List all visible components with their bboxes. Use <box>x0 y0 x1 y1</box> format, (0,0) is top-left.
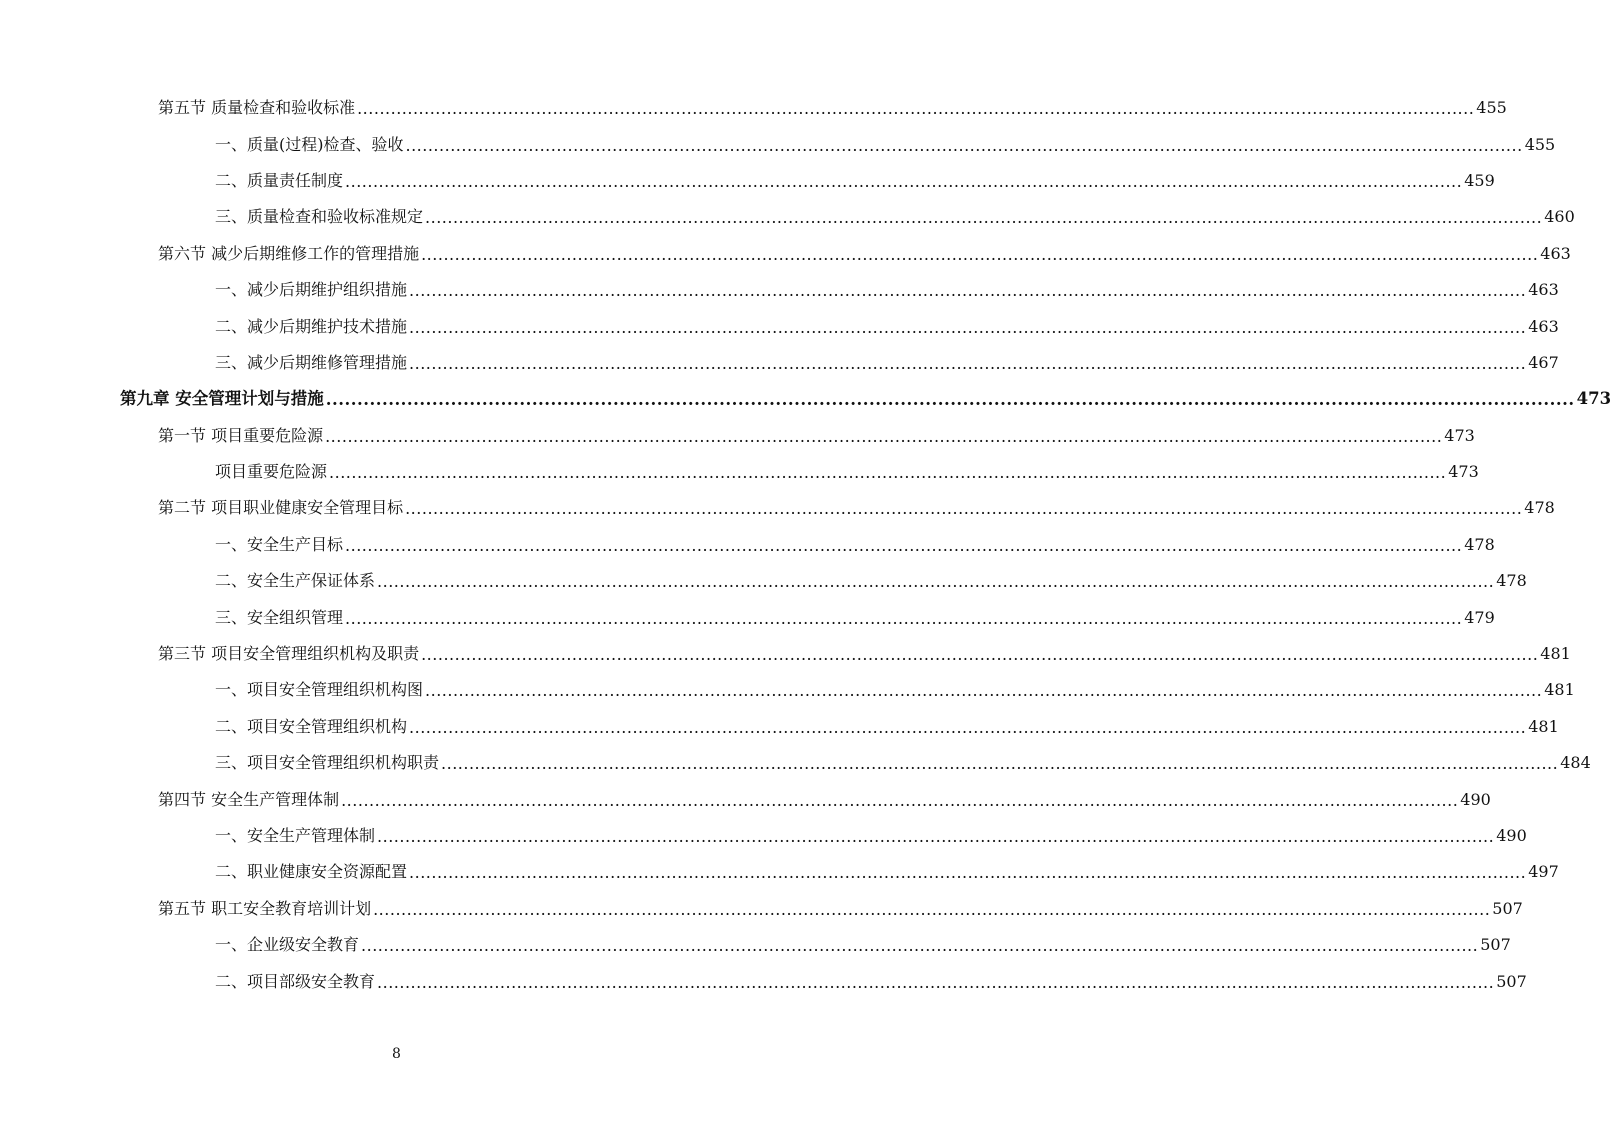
toc-entry-title: 一、质量(过程)检查、验收 <box>215 134 404 154</box>
dot-leader: ........................................................................................................................................................................................................ <box>345 535 1463 555</box>
toc-entry-title: 第一节 项目重要危险源 <box>158 425 324 445</box>
toc-entry-section[interactable] <box>0 90 1507 126</box>
toc-entry-title: 一、安全生产管理体制 <box>215 826 376 845</box>
toc-entry-item[interactable] <box>0 308 1559 344</box>
toc-entry-page: 507 <box>1496 971 1527 991</box>
toc-entry-page: 473 <box>1444 425 1475 445</box>
dot-leader: ........................................................................................................................................................................................................ <box>409 717 1527 737</box>
page-number: 8 <box>392 1046 401 1062</box>
toc-entry-page: 490 <box>1496 826 1527 845</box>
dot-leader: ........................................................................................................................................................................................................ <box>409 317 1527 337</box>
toc-entry-title: 三、质量检查和验收标准规定 <box>215 207 424 227</box>
toc-entry-page: 479 <box>1464 607 1495 627</box>
toc-entry-page: 481 <box>1540 644 1571 664</box>
dot-leader: ........................................................................................................................................................................................................ <box>341 790 1459 810</box>
toc-entry-item[interactable] <box>0 745 1591 781</box>
toc-entry-item[interactable] <box>0 709 1559 745</box>
toc-entry-page: 463 <box>1528 280 1559 300</box>
toc-entry-page: 507 <box>1480 935 1511 955</box>
toc-entry-title: 二、安全生产保证体系 <box>215 571 376 591</box>
dot-leader: ........................................................................................................................................................................................................ <box>325 426 1443 446</box>
toc-entry-item[interactable] <box>0 272 1559 308</box>
toc-entry-page: 484 <box>1560 753 1591 773</box>
toc-entry-item[interactable] <box>0 672 1575 708</box>
toc-entry-title: 第三节 项目安全管理组织机构及职责 <box>158 644 420 664</box>
toc-entry-title: 二、项目安全管理组织机构 <box>215 716 408 736</box>
toc-entry-section[interactable] <box>0 490 1555 526</box>
dot-leader: ........................................................................................................................................................................................................ <box>377 572 1495 592</box>
dot-leader: ........................................................................................................................................................................................................ <box>405 499 1523 519</box>
toc-entry-title: 一、企业级安全教育 <box>215 935 360 955</box>
dot-leader: ........................................................................................................................................................................................................ <box>377 972 1495 992</box>
toc-entry-section[interactable] <box>0 236 1571 272</box>
toc-entry-title: 一、减少后期维护组织措施 <box>215 280 408 300</box>
toc-entry-item[interactable] <box>0 527 1495 563</box>
toc-entry-title: 二、减少后期维护技术措施 <box>215 316 408 336</box>
toc-entry-section[interactable] <box>0 781 1491 817</box>
toc-entry-page: 481 <box>1528 716 1559 736</box>
toc-entry-page: 467 <box>1528 352 1559 372</box>
toc-entry-title: 一、安全生产目标 <box>215 534 344 554</box>
dot-leader: ........................................................................................................................................................................................................ <box>441 754 1559 774</box>
toc-entry-title: 三、减少后期维修管理措施 <box>215 352 408 372</box>
toc-entry-page: 460 <box>1544 207 1575 227</box>
toc-entry-page: 473 <box>1576 389 1611 409</box>
toc-entry-page: 473 <box>1448 462 1479 482</box>
toc-entry-item[interactable] <box>0 563 1527 599</box>
toc-entry-section[interactable] <box>0 418 1475 454</box>
toc-entry-section[interactable] <box>0 891 1523 927</box>
toc-entry-title: 二、职业健康安全资源配置 <box>215 862 408 882</box>
toc-entry-page: 490 <box>1460 789 1491 809</box>
dot-leader: ........................................................................................................................................................................................................ <box>425 681 1543 701</box>
dot-leader: ........................................................................................................................................................................................................ <box>373 899 1491 919</box>
toc-entry-section[interactable] <box>0 636 1571 672</box>
dot-leader: ........................................................................................................................................................................................................ <box>409 863 1527 883</box>
toc-entry-page: 455 <box>1524 134 1556 154</box>
toc-entry-page: 463 <box>1540 243 1571 263</box>
dot-leader: ........................................................................................................................................................................................................ <box>357 99 1475 119</box>
toc-entry-title: 第六节 减少后期维修工作的管理措施 <box>158 243 420 263</box>
toc-entry-page: 478 <box>1496 571 1527 591</box>
dot-leader: ........................................................................................................................................................................................................ <box>409 353 1527 373</box>
toc-entry-page: 459 <box>1464 170 1495 190</box>
toc-entry-page: 497 <box>1528 862 1559 882</box>
toc-entry-page: 463 <box>1528 316 1559 336</box>
toc-entry-page: 478 <box>1524 498 1555 518</box>
toc-entry-item[interactable] <box>0 199 1575 235</box>
dot-leader: ........................................................................................................................................................................................................ <box>421 645 1539 665</box>
toc-entry-title: 二、项目部级安全教育 <box>215 971 376 991</box>
toc-entry-page: 507 <box>1492 898 1523 918</box>
toc-entry-item[interactable] <box>0 345 1559 381</box>
dot-leader: ........................................................................................................................................................................................................ <box>425 208 1543 228</box>
dot-leader: ........................................................................................................................................................................................................ <box>361 936 1479 956</box>
dot-leader: ........................................................................................................................................................................................................ <box>409 281 1527 301</box>
dot-leader: ........................................................................................................................................................................................................ <box>377 827 1495 846</box>
toc-entry-title: 项目重要危险源 <box>215 462 328 482</box>
toc-entry-item[interactable] <box>0 454 1479 490</box>
toc-entry-item[interactable] <box>0 927 1511 963</box>
toc-entry-item[interactable] <box>0 599 1495 635</box>
toc-entry-page: 478 <box>1464 534 1495 554</box>
toc-entry-title: 一、项目安全管理组织机构图 <box>215 680 424 700</box>
dot-leader: ........................................................................................................................................................................................................ <box>329 463 1447 483</box>
toc-entry-page: 481 <box>1544 680 1575 700</box>
toc-entry-title: 第二节 项目职业健康安全管理目标 <box>158 498 404 518</box>
toc-entry-title: 第四节 安全生产管理体制 <box>158 789 340 809</box>
table-of-contents <box>0 90 1611 1000</box>
toc-entry-item[interactable] <box>0 818 1527 854</box>
toc-entry-title: 第五节 职工安全教育培训计划 <box>158 898 372 918</box>
toc-entry-title: 三、项目安全管理组织机构职责 <box>215 753 440 773</box>
toc-entry-title: 第五节 质量检查和验收标准 <box>158 98 356 118</box>
toc-entry-page: 455 <box>1476 98 1507 118</box>
dot-leader: ........................................................................................................................................................................................................ <box>345 608 1463 628</box>
toc-entry-item[interactable] <box>0 963 1527 999</box>
toc-entry-title: 三、安全组织管理 <box>215 607 344 627</box>
dot-leader: ........................................................................................................................................................................................................ <box>345 171 1463 191</box>
toc-entry-item[interactable] <box>0 126 1556 162</box>
dot-leader: ........................................................................................................................................................................................................ <box>405 135 1523 155</box>
dot-leader: ........................................................................................................................................................................................................ <box>421 244 1539 264</box>
toc-entry-item[interactable] <box>0 163 1495 199</box>
toc-entry-title: 二、质量责任制度 <box>215 170 344 190</box>
toc-entry-title: 第九章 安全管理计划与措施 <box>120 389 324 409</box>
toc-entry-chapter[interactable] <box>0 381 1611 417</box>
toc-entry-item[interactable] <box>0 854 1559 890</box>
dot-leader: ........................................................................................................................................................................................................ <box>325 390 1575 410</box>
